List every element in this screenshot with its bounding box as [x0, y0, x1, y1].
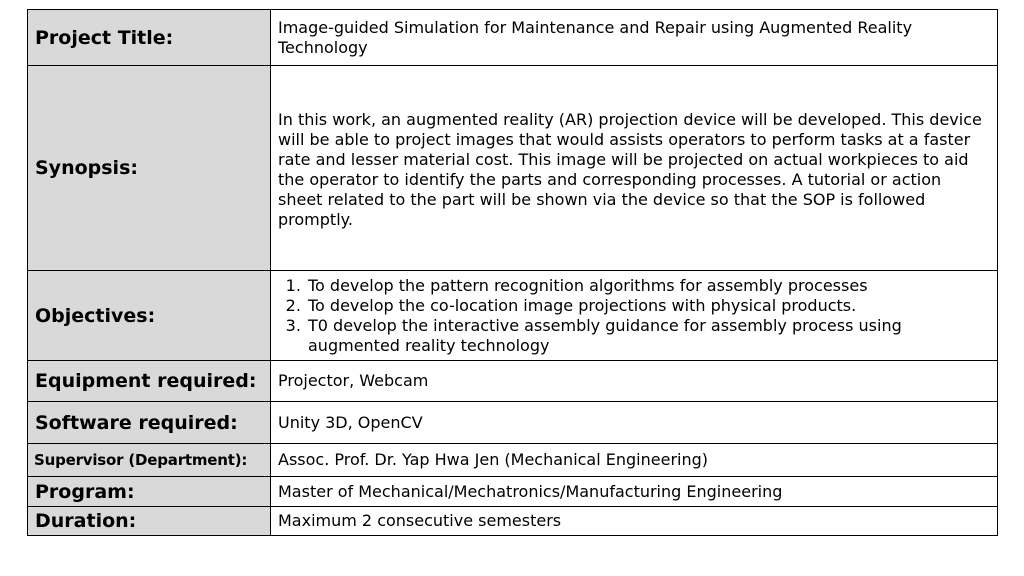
- row-synopsis: [28, 66, 998, 271]
- duration-label: Duration:: [28, 507, 271, 536]
- row-supervisor: [28, 444, 998, 477]
- synopsis-value: [271, 66, 998, 271]
- duration-value: Maximum 2 consecutive semesters: [271, 507, 998, 536]
- objectives-list: [278, 276, 990, 356]
- objective-item-2: 2. To develop the co-location image projections with physical products.: [306, 296, 990, 316]
- supervisor-label: Supervisor (Department):: [28, 444, 271, 477]
- row-program: [28, 477, 998, 507]
- row-equipment: [28, 361, 998, 402]
- equipment-label: Equipment required:: [28, 361, 271, 402]
- program-value: Master of Mechanical/Mechatronics/Manufacturing Engineering: [271, 477, 998, 507]
- software-value: Unity 3D, OpenCV: [271, 402, 998, 444]
- synopsis-text: In this work, an augmented reality (AR) projection device will be developed. This device will be able to project images that would assists operators to perform tasks at a faster rate and lesser material cost. This image will be projected on actual workpieces to aid the operator to identify the parts and corresponding processes. A tutorial or action sheet related to the part will be shown via the device so that the SOP is followed promptly.: [278, 110, 982, 229]
- row-objectives: [28, 271, 998, 361]
- project-title-value: Image-guided Simulation for Maintenance and Repair using Augmented Reality Technology: [271, 10, 998, 66]
- program-label: Program:: [28, 477, 271, 507]
- project-details-table: [27, 9, 998, 536]
- objective-item-1: 1. To develop the pattern recognition algorithms for assembly processes: [306, 276, 990, 296]
- row-software: [28, 402, 998, 444]
- objectives-value: [271, 271, 998, 361]
- project-title-label: Project Title:: [28, 10, 271, 66]
- objectives-label: Objectives:: [28, 271, 271, 361]
- objective-item-3: 3. T0 develop the interactive assembly guidance for assembly process using augmented reality technology: [306, 316, 990, 356]
- row-project-title: [28, 10, 998, 66]
- equipment-value: Projector, Webcam: [271, 361, 998, 402]
- software-label: Software required:: [28, 402, 271, 444]
- supervisor-value: Assoc. Prof. Dr. Yap Hwa Jen (Mechanical Engineering): [271, 444, 998, 477]
- synopsis-label: Synopsis:: [28, 66, 271, 271]
- row-duration: [28, 507, 998, 536]
